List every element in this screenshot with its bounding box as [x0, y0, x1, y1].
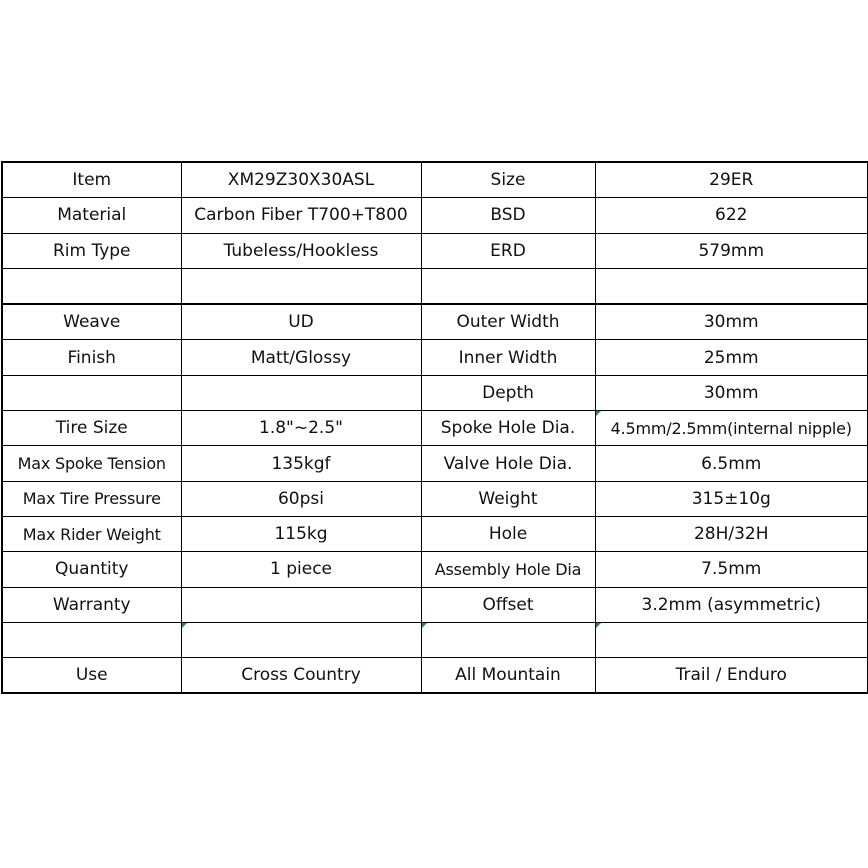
- empty-cell: [421, 268, 595, 304]
- table-row: [2, 658, 868, 694]
- spec-table: [1, 161, 868, 694]
- label-warranty: Warranty: [2, 587, 181, 622]
- value-use-trail-enduro: Trail / Enduro: [595, 658, 868, 694]
- label-max-rider-weight: Max Rider Weight: [2, 516, 181, 551]
- label-outer-width: Outer Width: [421, 304, 595, 340]
- label-valve-hole-dia: Valve Hole Dia.: [421, 446, 595, 481]
- label-depth: Depth: [421, 375, 595, 410]
- value-weave: UD: [181, 304, 421, 340]
- value-assembly-hole-dia: 7.5mm: [595, 552, 868, 587]
- table-row: [2, 516, 868, 551]
- value-inner-width: 25mm: [595, 340, 868, 375]
- empty-cell: [181, 375, 421, 410]
- empty-cell: [2, 268, 181, 304]
- table-row: [2, 198, 868, 233]
- value-rim-type: Tubeless/Hookless: [181, 233, 421, 268]
- table-row: [2, 340, 868, 375]
- label-inner-width: Inner Width: [421, 340, 595, 375]
- label-rim-type: Rim Type: [2, 233, 181, 268]
- label-max-spoke-tension: Max Spoke Tension: [2, 446, 181, 481]
- empty-cell: [2, 375, 181, 410]
- value-erd: 579mm: [595, 233, 868, 268]
- value-outer-width: 30mm: [595, 304, 868, 340]
- empty-cell: [595, 622, 868, 657]
- table-row: [2, 233, 868, 268]
- label-assembly-hole-dia: Assembly Hole Dia: [421, 552, 595, 587]
- empty-cell: [181, 622, 421, 657]
- label-size: Size: [421, 162, 595, 198]
- label-item: Item: [2, 162, 181, 198]
- value-use-all-mountain: All Mountain: [421, 658, 595, 694]
- label-weave: Weave: [2, 304, 181, 340]
- value-finish: Matt/Glossy: [181, 340, 421, 375]
- value-hole: 28H/32H: [595, 516, 868, 551]
- label-quantity: Quantity: [2, 552, 181, 587]
- label-weight: Weight: [421, 481, 595, 516]
- empty-cell: [181, 268, 421, 304]
- value-max-tire-pressure: 60psi: [181, 481, 421, 516]
- value-bsd: 622: [595, 198, 868, 233]
- table-row: [2, 481, 868, 516]
- label-finish: Finish: [2, 340, 181, 375]
- table-row: [2, 162, 868, 198]
- value-warranty: [181, 587, 421, 622]
- table-row: [2, 375, 868, 410]
- label-use: Use: [2, 658, 181, 694]
- label-max-tire-pressure: Max Tire Pressure: [2, 481, 181, 516]
- label-erd: ERD: [421, 233, 595, 268]
- value-material: Carbon Fiber T700+T800: [181, 198, 421, 233]
- label-bsd: BSD: [421, 198, 595, 233]
- empty-cell: [595, 268, 868, 304]
- table-row: [2, 304, 868, 340]
- empty-cell: [2, 622, 181, 657]
- value-size: 29ER: [595, 162, 868, 198]
- table-row: [2, 446, 868, 481]
- value-item: XM29Z30X30ASL: [181, 162, 421, 198]
- table-row: [2, 411, 868, 446]
- label-hole: Hole: [421, 516, 595, 551]
- value-valve-hole-dia: 6.5mm: [595, 446, 868, 481]
- table-row: [2, 268, 868, 304]
- label-material: Material: [2, 198, 181, 233]
- label-offset: Offset: [421, 587, 595, 622]
- table-row: [2, 587, 868, 622]
- value-quantity: 1 piece: [181, 552, 421, 587]
- value-use-cross-country: Cross Country: [181, 658, 421, 694]
- table-row: [2, 552, 868, 587]
- table-row: [2, 622, 868, 657]
- value-spoke-hole-dia: 4.5mm/2.5mm(internal nipple): [595, 411, 868, 446]
- value-max-spoke-tension: 135kgf: [181, 446, 421, 481]
- label-tire-size: Tire Size: [2, 411, 181, 446]
- value-weight: 315±10g: [595, 481, 868, 516]
- value-max-rider-weight: 115kg: [181, 516, 421, 551]
- label-spoke-hole-dia: Spoke Hole Dia.: [421, 411, 595, 446]
- value-offset: 3.2mm (asymmetric): [595, 587, 868, 622]
- empty-cell: [421, 622, 595, 657]
- value-depth: 30mm: [595, 375, 868, 410]
- value-tire-size: 1.8"~2.5": [181, 411, 421, 446]
